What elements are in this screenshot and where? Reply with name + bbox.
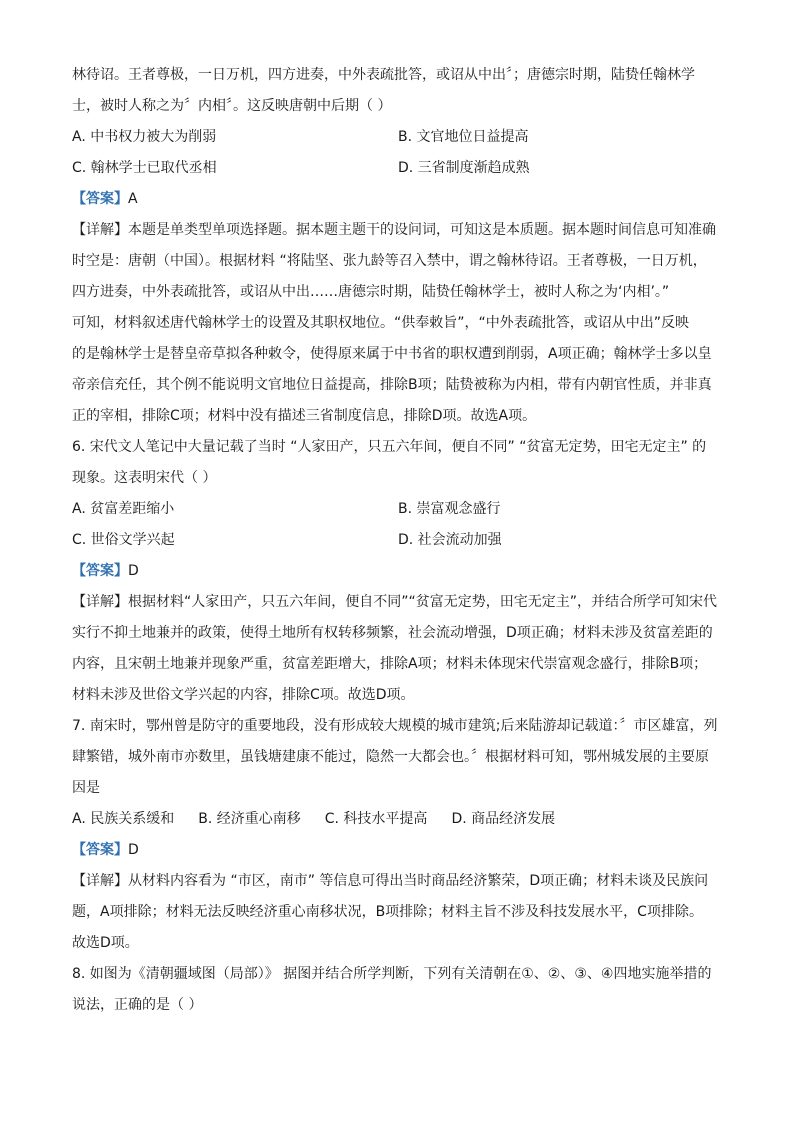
question-stem-line: 6. 宋代文人笔记中大量记载了当时 “人家田产，只五六年间，便自不同” “贫富无定势，田宅无定主” 的 <box>72 439 707 455</box>
analysis-line: 故选D项。 <box>72 935 139 951</box>
option-d: D. 社会流动加强 <box>398 532 502 548</box>
analysis-line: 【详解】根据材料“人家田产，只五六年间，便自不同”“贫富无定势，田宅无定主”，并结合所学可知宋代 <box>72 594 718 610</box>
option-c: C. 翰林学士已取代丞相 <box>72 160 217 176</box>
question-stem-line: 林待诏。王者尊极，一日万机，四方进奏，中外表疏批答，或诏从中出〞；唐德宗时期，陆贽任翰林学 <box>72 67 695 83</box>
question-stem-line: 说法，正确的是（ ） <box>72 997 203 1013</box>
analysis-line: 【详解】本题是单类型单项选择题。据本题主题干的设问词，可知这是本质题。据本题时间信息可知准确 <box>72 222 716 238</box>
option-b: B. 经济重心南移 <box>198 811 301 827</box>
question-7 <box>72 711 724 959</box>
question-stem-line: 因是 <box>72 780 100 796</box>
answer-tag: 【答案】 <box>72 563 128 579</box>
answer-line <box>72 556 724 587</box>
option-row <box>72 494 724 525</box>
analysis-line: 的是翰林学士是替皇帝草拟各种敕令，使得原来属于中书省的职权遭到削弱，A项正确；翰林学士多以皇 <box>72 346 712 362</box>
option-a: A. 贫富差距缩小 <box>72 501 175 517</box>
answer-tag: 【答案】 <box>72 191 128 207</box>
analysis-line: 时空是：唐朝（中国）。根据材料 “将陆坚、张九龄等召入禁中，谓之翰林待诏。王者尊极，一日万机， <box>72 253 707 269</box>
option-row <box>72 122 724 153</box>
analysis-line: 内容，且宋朝土地兼并现象严重，贫富差距增大，排除A项；材料未体现宋代崇富观念盛行，排除B项； <box>72 656 708 672</box>
question-stem-line: 肆繁错，城外南市亦数里，虽钱塘建康不能过，隐然一大都会也。〞根据材料可知，鄂州城发展的主要原 <box>72 749 709 765</box>
option-a: A. 中书权力被大为削弱 <box>72 129 217 145</box>
option-b: B. 文官地位日益提高 <box>398 129 529 145</box>
question-stem-line: 现象。这表明宋代（ ） <box>72 470 217 486</box>
question-stem-line: 士，被时人称之为〞内相〞。这反映唐朝中后期（ ） <box>72 98 392 114</box>
analysis-line: 帝亲信充任，其个例不能说明文官地位日益提高，排除B项；陆贽被称为内相，带有内朝官性质，并非真 <box>72 377 712 393</box>
option-a: A. 民族关系缓和 <box>72 811 175 827</box>
question-stem-line: 8. 如图为《清朝疆域图（局部）》 据图并结合所学判断，下列有关清朝在①、②、③、④四地实施举措的 <box>72 966 712 982</box>
analysis-line: 可知，材料叙述唐代翰林学士的设置及其职权地位。“供奉敕旨”，“中外表疏批答，或诏从中出”反映 <box>72 315 690 331</box>
question-stem-line: 7. 南宋时，鄂州曾是防守的重要地段，没有形成较大规模的城市建筑;后来陆游却记载道：〞市区雄富，列 <box>72 718 718 734</box>
analysis-line: 题，A项排除；材料无法反映经济重心南移状况，B项排除；材料主旨不涉及科技发展水平，C项排除。 <box>72 904 703 920</box>
analysis-line: 四方进奏，中外表疏批答，或诏从中出……唐德宗时期，陆贽任翰林学士，被时人称之为‘内相’。” <box>72 284 670 300</box>
option-row <box>72 153 724 184</box>
page-content <box>72 60 724 1021</box>
question-6 <box>72 432 724 711</box>
answer-value: D <box>128 563 139 579</box>
option-row <box>72 804 724 835</box>
question-8 <box>72 959 724 1021</box>
question-5 <box>72 60 724 432</box>
option-c: C. 世俗文学兴起 <box>72 532 175 548</box>
answer-line <box>72 835 724 866</box>
answer-value: A <box>128 191 138 207</box>
analysis-line: 【详解】从材料内容看为 “市区，南市” 等信息可得出当时商品经济繁荣，D项正确；材料未谈及民族问 <box>72 873 709 889</box>
answer-value: D <box>128 842 139 858</box>
option-b: B. 崇富观念盛行 <box>398 501 501 517</box>
answer-line <box>72 184 724 215</box>
option-c: C. 科技水平提高 <box>324 811 428 827</box>
analysis-line: 正的宰相，排除C项；材料中没有描述三省制度信息，排除D项。故选A项。 <box>72 408 537 424</box>
analysis-line: 实行不抑土地兼并的政策，使得土地所有权转移频繁，社会流动增强，D项正确；材料未涉及贫富差距的 <box>72 625 713 641</box>
option-d: D. 三省制度渐趋成熟 <box>398 160 530 176</box>
option-row <box>72 525 724 556</box>
analysis-line: 材料未涉及世俗文学兴起的内容，排除C项。故选D项。 <box>72 687 415 703</box>
answer-tag: 【答案】 <box>72 842 128 858</box>
option-d: D. 商品经济发展 <box>451 811 556 827</box>
